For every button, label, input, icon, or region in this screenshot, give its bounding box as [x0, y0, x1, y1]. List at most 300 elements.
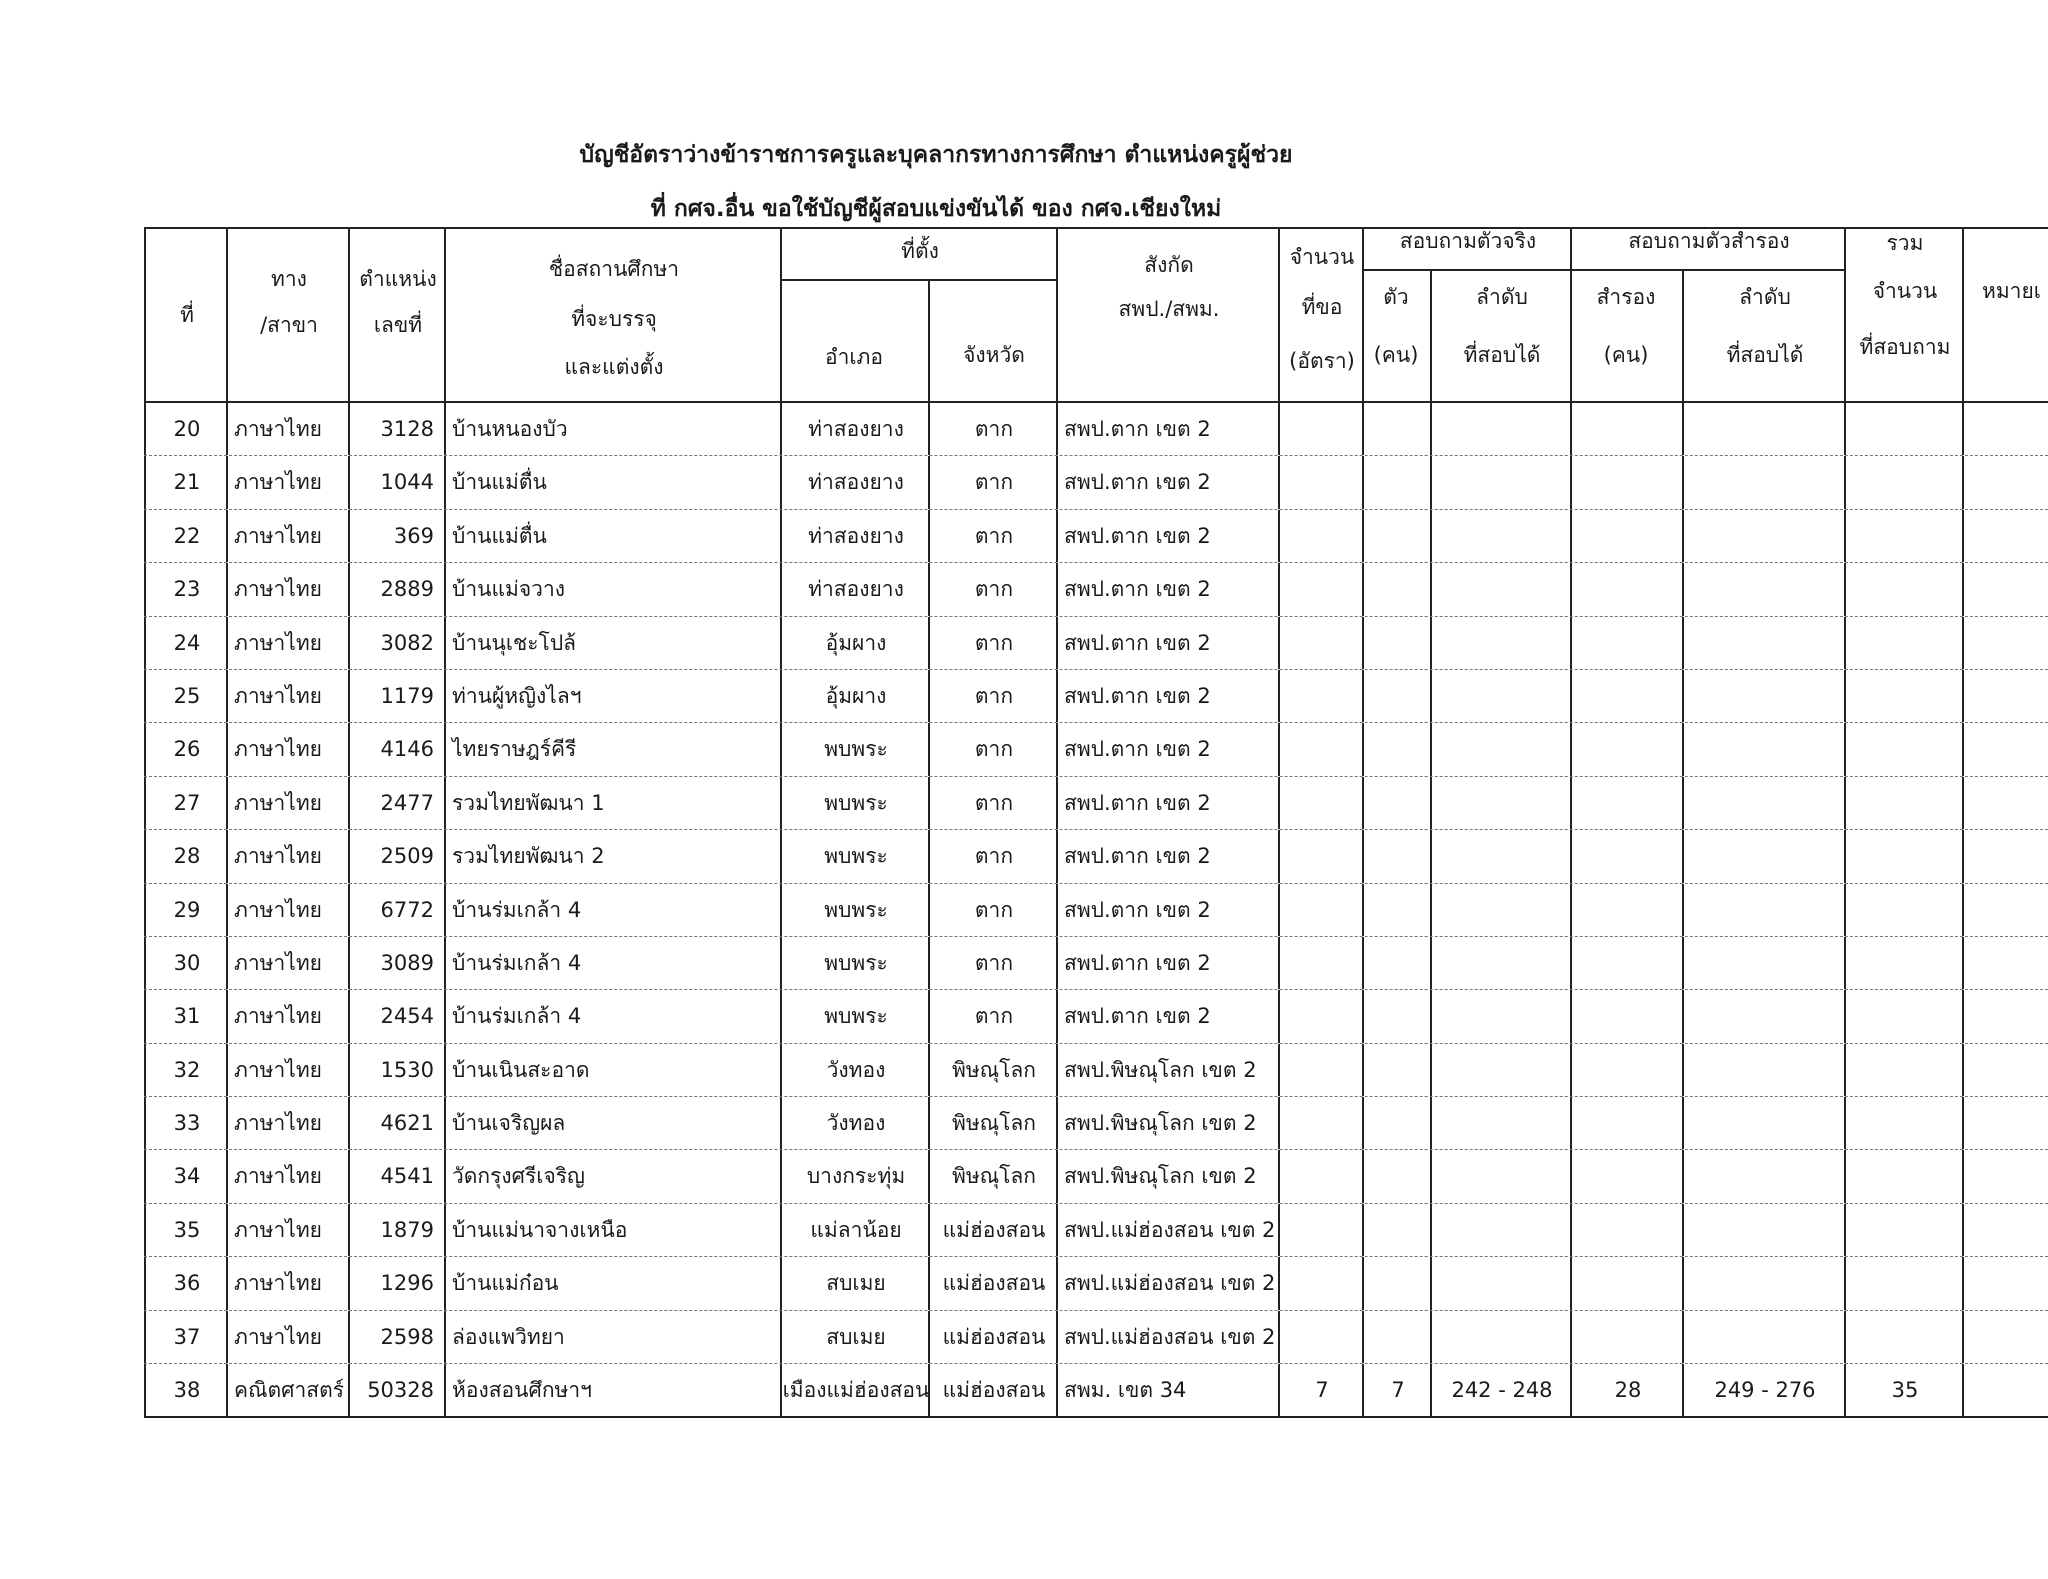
- position-number: 3128: [348, 403, 444, 455]
- remark-cell: [1962, 937, 2048, 989]
- office-cell: สพป.พิษณุโลก เขต 2: [1056, 1044, 1278, 1096]
- remark-cell: [1962, 990, 2048, 1042]
- header-total-line2: จำนวน: [1872, 279, 1938, 303]
- reserve-count: [1570, 1097, 1684, 1149]
- school-name: บ้านแม่นาจางเหนือ: [444, 1204, 780, 1256]
- total-count: [1844, 723, 1964, 775]
- requested-count: 7: [1278, 1364, 1364, 1416]
- province-cell: ตาก: [928, 884, 1058, 936]
- real-count: 7: [1362, 1364, 1432, 1416]
- reserve-rank-range: [1682, 830, 1846, 882]
- subject-cell: ภาษาไทย: [226, 1044, 348, 1096]
- subject-cell: ภาษาไทย: [226, 777, 348, 829]
- office-cell: สพป.ตาก เขต 2: [1056, 403, 1278, 455]
- requested-count: [1278, 723, 1364, 775]
- row-number: 29: [144, 884, 228, 936]
- real-rank-range: [1430, 990, 1572, 1042]
- district-cell: สบเมย: [780, 1311, 930, 1363]
- real-rank-range: [1430, 1257, 1572, 1309]
- header-real-rank: [1430, 271, 1572, 401]
- header-office-line2: สพป./สพม.: [1118, 297, 1220, 321]
- requested-count: [1278, 1257, 1364, 1309]
- real-count: [1362, 1150, 1432, 1202]
- header-reserve-label: สอบถามตัวสำรอง: [1628, 229, 1790, 253]
- office-cell: สพป.ตาก เขต 2: [1056, 830, 1278, 882]
- requested-count: [1278, 563, 1364, 615]
- header-subject: [226, 229, 350, 401]
- requested-count: [1278, 1311, 1364, 1363]
- requested-count: [1278, 990, 1364, 1042]
- row-number: 23: [144, 563, 228, 615]
- table-row: [144, 455, 2048, 508]
- reserve-count: [1570, 937, 1684, 989]
- reserve-count: [1570, 777, 1684, 829]
- district-cell: พบพระ: [780, 777, 930, 829]
- subject-cell: ภาษาไทย: [226, 884, 348, 936]
- table-row: [144, 1310, 2048, 1363]
- province-cell: ตาก: [928, 670, 1058, 722]
- subject-cell: ภาษาไทย: [226, 510, 348, 562]
- requested-count: [1278, 1150, 1364, 1202]
- real-rank-range: [1430, 510, 1572, 562]
- remark-cell: [1962, 1044, 2048, 1096]
- header-position-line2: เลขที่: [373, 313, 423, 337]
- province-cell: แม่ฮ่องสอน: [928, 1311, 1058, 1363]
- position-number: 50328: [348, 1364, 444, 1416]
- remark-cell: [1962, 884, 2048, 936]
- row-number: 37: [144, 1311, 228, 1363]
- position-number: 6772: [348, 884, 444, 936]
- total-count: [1844, 777, 1964, 829]
- document-subtitle: ที่ กศจ.อื่น ขอใช้บัญชีผู้สอบแข่งขันได้ ของ กศจ.เชียงใหม่: [650, 196, 1222, 222]
- table-row: [144, 989, 2048, 1042]
- header-real-people-line1: ตัว: [1383, 285, 1409, 309]
- reserve-count: [1570, 990, 1684, 1042]
- total-count: [1844, 830, 1964, 882]
- position-number: 1879: [348, 1204, 444, 1256]
- reserve-rank-range: [1682, 1257, 1846, 1309]
- header-district: [780, 281, 928, 401]
- position-number: 2477: [348, 777, 444, 829]
- table-body: [144, 401, 2048, 1416]
- total-count: [1844, 510, 1964, 562]
- office-cell: สพป.แม่ฮ่องสอน เขต 2: [1056, 1204, 1278, 1256]
- position-number: 1530: [348, 1044, 444, 1096]
- office-cell: สพป.ตาก เขต 2: [1056, 723, 1278, 775]
- remark-cell: [1962, 1097, 2048, 1149]
- district-cell: ท่าสองยาง: [780, 403, 930, 455]
- header-reserve-people-line1: สำรอง: [1596, 285, 1656, 309]
- office-cell: สพป.ตาก เขต 2: [1056, 456, 1278, 508]
- district-cell: บางกระทุ่ม: [780, 1150, 930, 1202]
- total-count: [1844, 990, 1964, 1042]
- real-rank-range: [1430, 617, 1572, 669]
- position-number: 1044: [348, 456, 444, 508]
- table-row: [144, 562, 2048, 615]
- table-row: [144, 1096, 2048, 1149]
- district-cell: วังทอง: [780, 1097, 930, 1149]
- total-count: 35: [1844, 1364, 1964, 1416]
- header-subject-line1: ทาง: [271, 267, 307, 291]
- real-count: [1362, 1044, 1432, 1096]
- table-bottom-border: [144, 1416, 2048, 1418]
- reserve-count: 28: [1570, 1364, 1684, 1416]
- district-cell: พบพระ: [780, 937, 930, 989]
- reserve-rank-range: [1682, 777, 1846, 829]
- header-real-people: [1362, 271, 1430, 401]
- real-rank-range: [1430, 830, 1572, 882]
- row-number: 26: [144, 723, 228, 775]
- district-cell: พบพระ: [780, 723, 930, 775]
- reserve-count: [1570, 670, 1684, 722]
- header-real-people-line2: (คน): [1373, 343, 1419, 367]
- subject-cell: ภาษาไทย: [226, 1311, 348, 1363]
- office-cell: สพป.ตาก เขต 2: [1056, 777, 1278, 829]
- remark-cell: [1962, 723, 2048, 775]
- real-count: [1362, 617, 1432, 669]
- document-title-block: [0, 138, 1872, 226]
- row-number: 22: [144, 510, 228, 562]
- school-name: ล่องแพวิทยา: [444, 1311, 780, 1363]
- table-row: [144, 722, 2048, 775]
- real-rank-range: [1430, 563, 1572, 615]
- total-count: [1844, 884, 1964, 936]
- position-number: 2598: [348, 1311, 444, 1363]
- district-cell: ท่าสองยาง: [780, 510, 930, 562]
- header-subject-line2: /สาขา: [260, 313, 318, 337]
- reserve-rank-range: [1682, 563, 1846, 615]
- district-cell: แม่ลาน้อย: [780, 1204, 930, 1256]
- real-count: [1362, 670, 1432, 722]
- province-cell: แม่ฮ่องสอน: [928, 1204, 1058, 1256]
- requested-count: [1278, 884, 1364, 936]
- row-number: 25: [144, 670, 228, 722]
- table-row: [144, 1149, 2048, 1202]
- subject-cell: ภาษาไทย: [226, 403, 348, 455]
- remark-cell: [1962, 777, 2048, 829]
- header-reserve-people: [1570, 271, 1682, 401]
- row-number: 27: [144, 777, 228, 829]
- real-rank-range: [1430, 937, 1572, 989]
- remark-cell: [1962, 510, 2048, 562]
- province-cell: พิษณุโลก: [928, 1150, 1058, 1202]
- real-count: [1362, 563, 1432, 615]
- subject-cell: ภาษาไทย: [226, 617, 348, 669]
- position-number: 3089: [348, 937, 444, 989]
- row-number: 21: [144, 456, 228, 508]
- total-count: [1844, 1044, 1964, 1096]
- reserve-rank-range: [1682, 510, 1846, 562]
- table-row: [144, 669, 2048, 722]
- header-school-line1: ชื่อสถานศึกษา: [548, 257, 680, 281]
- remark-cell: [1962, 1364, 2048, 1416]
- row-number: 31: [144, 990, 228, 1042]
- position-number: 369: [348, 510, 444, 562]
- province-cell: พิษณุโลก: [928, 1097, 1058, 1149]
- district-cell: พบพระ: [780, 830, 930, 882]
- province-cell: ตาก: [928, 617, 1058, 669]
- school-name: ห้องสอนศึกษาฯ: [444, 1364, 780, 1416]
- district-cell: เมืองแม่ฮ่องสอน: [780, 1364, 930, 1416]
- position-number: 3082: [348, 617, 444, 669]
- real-count: [1362, 1204, 1432, 1256]
- remark-cell: [1962, 1311, 2048, 1363]
- remark-cell: [1962, 670, 2048, 722]
- real-rank-range: [1430, 1150, 1572, 1202]
- reserve-rank-range: [1682, 1311, 1846, 1363]
- reserve-rank-range: [1682, 884, 1846, 936]
- district-cell: ท่าสองยาง: [780, 456, 930, 508]
- province-cell: ตาก: [928, 990, 1058, 1042]
- header-real-rank-line1: ลำดับ: [1476, 285, 1528, 309]
- district-cell: พบพระ: [780, 884, 930, 936]
- remark-cell: [1962, 1257, 2048, 1309]
- remark-cell: [1962, 1204, 2048, 1256]
- reserve-rank-range: [1682, 1097, 1846, 1149]
- province-cell: ตาก: [928, 937, 1058, 989]
- province-cell: ตาก: [928, 403, 1058, 455]
- requested-count: [1278, 830, 1364, 882]
- real-count: [1362, 830, 1432, 882]
- subject-cell: ภาษาไทย: [226, 990, 348, 1042]
- school-name: บ้านร่มเกล้า 4: [444, 937, 780, 989]
- row-number: 38: [144, 1364, 228, 1416]
- province-cell: แม่ฮ่องสอน: [928, 1257, 1058, 1309]
- remark-cell: [1962, 1150, 2048, 1202]
- real-count: [1362, 1257, 1432, 1309]
- header-total: [1844, 229, 1964, 401]
- header-office-line1: สังกัด: [1144, 253, 1194, 277]
- requested-count: [1278, 670, 1364, 722]
- remark-cell: [1962, 456, 2048, 508]
- row-number: 32: [144, 1044, 228, 1096]
- subject-cell: ภาษาไทย: [226, 830, 348, 882]
- row-number: 24: [144, 617, 228, 669]
- real-rank-range: [1430, 670, 1572, 722]
- total-count: [1844, 937, 1964, 989]
- reserve-count: [1570, 1311, 1684, 1363]
- real-rank-range: [1430, 777, 1572, 829]
- province-cell: แม่ฮ่องสอน: [928, 1364, 1058, 1416]
- reserve-count: [1570, 830, 1684, 882]
- school-name: บ้านแม่จวาง: [444, 563, 780, 615]
- header-count-line1: จำนวน: [1289, 245, 1355, 269]
- reserve-rank-range: 249 - 276: [1682, 1364, 1846, 1416]
- real-count: [1362, 1311, 1432, 1363]
- reserve-rank-range: [1682, 403, 1846, 455]
- office-cell: สพป.ตาก เขต 2: [1056, 670, 1278, 722]
- real-rank-range: [1430, 723, 1572, 775]
- header-total-line1: รวม: [1886, 231, 1924, 255]
- remark-cell: [1962, 563, 2048, 615]
- reserve-count: [1570, 456, 1684, 508]
- reserve-count: [1570, 563, 1684, 615]
- real-count: [1362, 937, 1432, 989]
- header-no-label: ที่: [180, 303, 194, 327]
- reserve-rank-range: [1682, 1044, 1846, 1096]
- reserve-rank-range: [1682, 723, 1846, 775]
- header-position: [348, 229, 446, 401]
- requested-count: [1278, 617, 1364, 669]
- table-row: [144, 1256, 2048, 1309]
- real-count: [1362, 403, 1432, 455]
- remark-cell: [1962, 830, 2048, 882]
- real-count: [1362, 1097, 1432, 1149]
- school-name: รวมไทยพัฒนา 2: [444, 830, 780, 882]
- header-remark: [1962, 229, 2048, 401]
- district-cell: อุ้มผาง: [780, 617, 930, 669]
- total-count: [1844, 1204, 1964, 1256]
- subject-cell: ภาษาไทย: [226, 1257, 348, 1309]
- header-school: [444, 229, 782, 401]
- office-cell: สพป.ตาก เขต 2: [1056, 990, 1278, 1042]
- header-count-line2: ที่ขอ: [1301, 295, 1343, 319]
- position-number: 2889: [348, 563, 444, 615]
- subject-cell: ภาษาไทย: [226, 1204, 348, 1256]
- row-number: 20: [144, 403, 228, 455]
- subject-cell: คณิตศาสตร์: [226, 1364, 348, 1416]
- position-number: 4541: [348, 1150, 444, 1202]
- subject-cell: ภาษาไทย: [226, 723, 348, 775]
- office-cell: สพป.ตาก เขต 2: [1056, 563, 1278, 615]
- header-district-label: อำเภอ: [824, 345, 884, 369]
- total-count: [1844, 563, 1964, 615]
- row-number: 33: [144, 1097, 228, 1149]
- header-no: [144, 229, 228, 401]
- reserve-rank-range: [1682, 456, 1846, 508]
- header-school-line3: และแต่งตั้ง: [564, 355, 664, 379]
- reserve-count: [1570, 510, 1684, 562]
- table-row: [144, 776, 2048, 829]
- reserve-count: [1570, 1044, 1684, 1096]
- table-row: [144, 1203, 2048, 1256]
- school-name: บ้านแม่ตื่น: [444, 456, 780, 508]
- real-rank-range: [1430, 1311, 1572, 1363]
- remark-cell: [1962, 617, 2048, 669]
- office-cell: สพป.ตาก เขต 2: [1056, 884, 1278, 936]
- office-cell: สพป.พิษณุโลก เขต 2: [1056, 1150, 1278, 1202]
- header-reserve-rank: [1682, 271, 1846, 401]
- real-count: [1362, 884, 1432, 936]
- header-remark-label: หมายเ: [1982, 279, 2041, 303]
- position-number: 2509: [348, 830, 444, 882]
- school-name: บ้านร่มเกล้า 4: [444, 884, 780, 936]
- header-position-line1: ตำแหน่ง: [359, 267, 437, 291]
- row-number: 34: [144, 1150, 228, 1202]
- vacancy-table: [144, 227, 2048, 1418]
- table-row: [144, 936, 2048, 989]
- reserve-count: [1570, 884, 1684, 936]
- real-count: [1362, 456, 1432, 508]
- row-number: 30: [144, 937, 228, 989]
- office-cell: สพป.แม่ฮ่องสอน เขต 2: [1056, 1257, 1278, 1309]
- real-count: [1362, 990, 1432, 1042]
- school-name: ท่านผู้หญิงไลฯ: [444, 670, 780, 722]
- reserve-count: [1570, 403, 1684, 455]
- school-name: บ้านเนินสะอาด: [444, 1044, 780, 1096]
- header-reserve-rank-line1: ลำดับ: [1739, 285, 1791, 309]
- requested-count: [1278, 403, 1364, 455]
- school-name: บ้านนุเชะโปล้: [444, 617, 780, 669]
- province-cell: ตาก: [928, 456, 1058, 508]
- real-rank-range: [1430, 1044, 1572, 1096]
- row-number: 35: [144, 1204, 228, 1256]
- table-row: [144, 1043, 2048, 1096]
- header-real-rank-line2: ที่สอบได้: [1463, 343, 1541, 367]
- reserve-rank-range: [1682, 617, 1846, 669]
- header-province: [928, 281, 1058, 401]
- office-cell: สพป.พิษณุโลก เขต 2: [1056, 1097, 1278, 1149]
- requested-count: [1278, 510, 1364, 562]
- province-cell: ตาก: [928, 777, 1058, 829]
- province-cell: พิษณุโลก: [928, 1044, 1058, 1096]
- office-cell: สพม. เขต 34: [1056, 1364, 1278, 1416]
- header-count-line3: (อัตรา): [1289, 349, 1355, 373]
- total-count: [1844, 1097, 1964, 1149]
- total-count: [1844, 456, 1964, 508]
- district-cell: สบเมย: [780, 1257, 930, 1309]
- total-count: [1844, 1257, 1964, 1309]
- subject-cell: ภาษาไทย: [226, 937, 348, 989]
- document-title: บัญชีอัตราว่างข้าราชการครูและบุคลากรทางการศึกษา ตำแหน่งครูผู้ช่วย: [579, 142, 1293, 168]
- province-cell: ตาก: [928, 830, 1058, 882]
- subject-cell: ภาษาไทย: [226, 1097, 348, 1149]
- reserve-rank-range: [1682, 990, 1846, 1042]
- real-rank-range: [1430, 884, 1572, 936]
- office-cell: สพป.แม่ฮ่องสอน เขต 2: [1056, 1311, 1278, 1363]
- office-cell: สพป.ตาก เขต 2: [1056, 937, 1278, 989]
- table-row: [144, 509, 2048, 562]
- real-count: [1362, 510, 1432, 562]
- total-count: [1844, 670, 1964, 722]
- real-rank-range: [1430, 456, 1572, 508]
- header-count: [1278, 229, 1364, 401]
- total-count: [1844, 403, 1964, 455]
- row-number: 36: [144, 1257, 228, 1309]
- table-row: [144, 1363, 2048, 1416]
- header-real-label: สอบถามตัวจริง: [1399, 229, 1537, 253]
- real-rank-range: [1430, 1097, 1572, 1149]
- total-count: [1844, 1150, 1964, 1202]
- remark-cell: [1962, 403, 2048, 455]
- requested-count: [1278, 456, 1364, 508]
- school-name: บ้านเจริญผล: [444, 1097, 780, 1149]
- table-row: [144, 829, 2048, 882]
- position-number: 1296: [348, 1257, 444, 1309]
- school-name: บ้านหนองบัว: [444, 403, 780, 455]
- header-reserve-people-line2: (คน): [1603, 343, 1649, 367]
- subject-cell: ภาษาไทย: [226, 563, 348, 615]
- school-name: บ้านร่มเกล้า 4: [444, 990, 780, 1042]
- school-name: บ้านแม่ก๋อน: [444, 1257, 780, 1309]
- requested-count: [1278, 1044, 1364, 1096]
- row-number: 28: [144, 830, 228, 882]
- office-cell: สพป.ตาก เขต 2: [1056, 617, 1278, 669]
- subject-cell: ภาษาไทย: [226, 1150, 348, 1202]
- reserve-count: [1570, 1150, 1684, 1202]
- table-row: [144, 883, 2048, 936]
- table-header: [144, 227, 2048, 401]
- position-number: 2454: [348, 990, 444, 1042]
- total-count: [1844, 1311, 1964, 1363]
- table-row: [144, 401, 2048, 455]
- district-cell: วังทอง: [780, 1044, 930, 1096]
- province-cell: ตาก: [928, 510, 1058, 562]
- header-school-line2: ที่จะบรรจุ: [571, 307, 657, 331]
- subject-cell: ภาษาไทย: [226, 456, 348, 508]
- reserve-count: [1570, 1257, 1684, 1309]
- real-count: [1362, 777, 1432, 829]
